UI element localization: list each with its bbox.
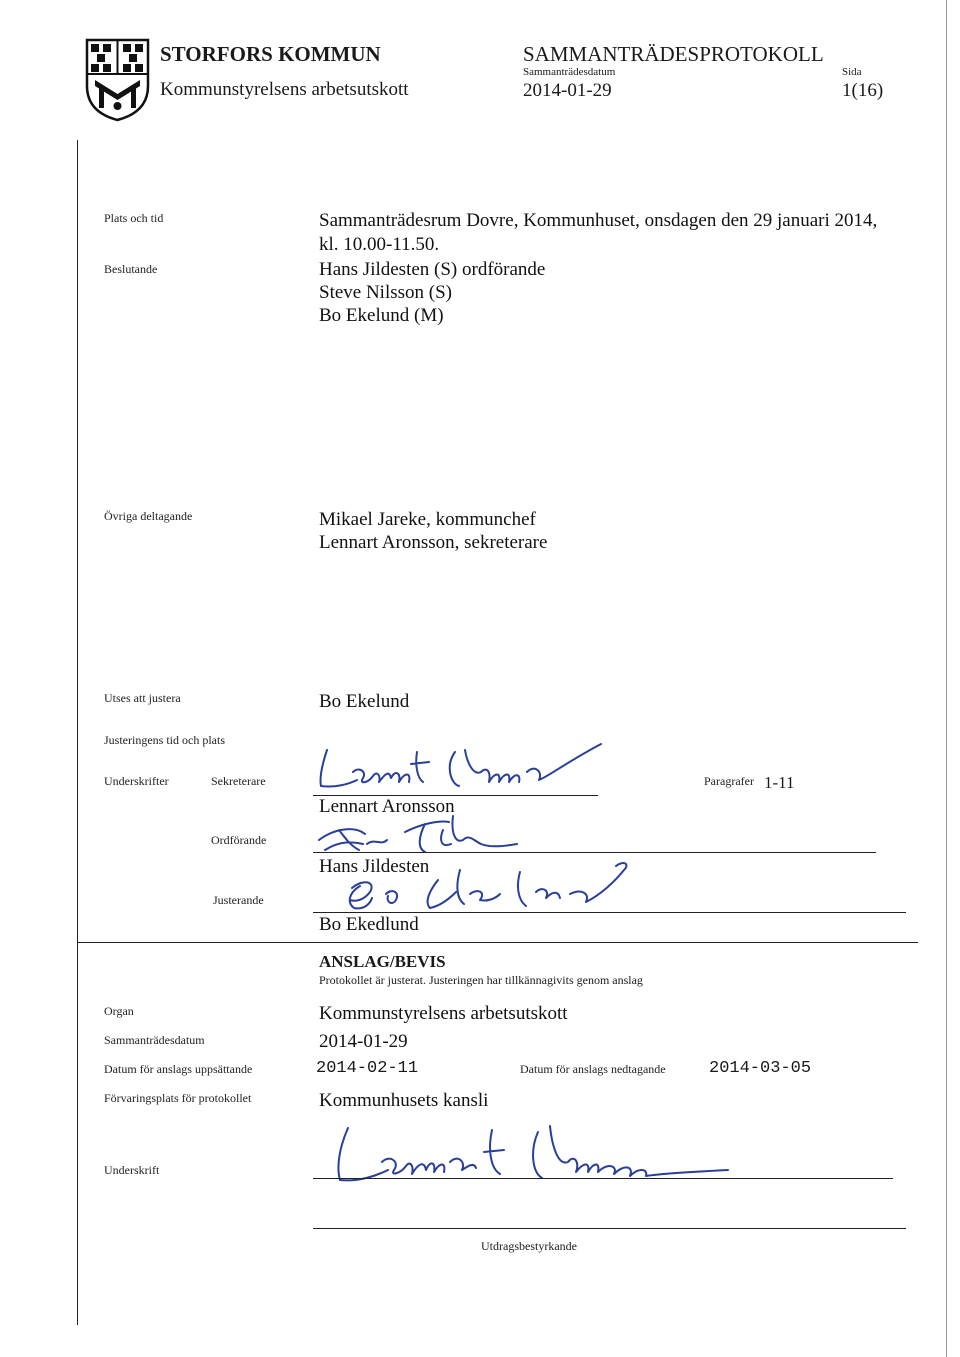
page-number: 1(16) [842, 80, 884, 101]
decision-maker: Bo Ekelund (M) [319, 305, 444, 326]
posted-date: 2014-02-11 [316, 1059, 419, 1078]
adjustment-time-place-label: Justeringens tid och plats [104, 733, 225, 747]
meeting-date-label: Sammanträdesdatum [523, 66, 616, 78]
adjuster-name: Bo Ekedlund [319, 914, 419, 935]
notice-signature-label: Underskrift [104, 1163, 160, 1177]
notice-subtitle: Protokollet är justerat. Justeringen har tillkännagivits genom anslag [319, 973, 643, 987]
section-divider [77, 942, 918, 943]
notice-meeting-date-label: Sammanträdesdatum [104, 1033, 205, 1047]
decision-makers-label: Beslutande [104, 262, 158, 276]
removed-date: 2014-03-05 [709, 1059, 812, 1078]
municipal-coat-of-arms-icon [85, 38, 150, 122]
notice-meeting-date: 2014-01-29 [319, 1031, 408, 1052]
document-type: SAMMANTRÄDESPROTOKOLL [523, 42, 824, 66]
page-label: Sida [842, 66, 862, 78]
adjuster-appointed: Bo Ekelund [319, 691, 410, 712]
storage-label: Förvaringsplats för protokollet [104, 1091, 252, 1105]
meeting-date: 2014-01-29 [523, 80, 612, 101]
place-time-line-2: kl. 10.00-11.50. [319, 234, 440, 255]
other-participant: Lennart Aronsson, sekreterare [319, 532, 548, 553]
secretary-name: Lennart Aronsson [319, 796, 455, 817]
adjuster-label: Justerande [213, 893, 264, 907]
adjuster-appointed-label: Utses att justera [104, 691, 181, 705]
other-participants-label: Övriga deltagande [104, 509, 193, 523]
notice-title: ANSLAG/BEVIS [319, 952, 446, 971]
left-margin-rule [77, 140, 78, 1325]
other-participant: Mikael Jareke, kommunchef [319, 509, 536, 530]
place-time-label: Plats och tid [104, 211, 164, 225]
chair-signature-line [313, 852, 876, 853]
secretary-signature [305, 742, 605, 796]
storage-value: Kommunhusets kansli [319, 1090, 489, 1111]
secretary-label: Sekreterare [211, 774, 266, 788]
decision-maker: Hans Jildesten (S) ordförande [319, 259, 546, 280]
org-name: STORFORS KOMMUN [160, 42, 381, 66]
certifier-line [313, 1228, 906, 1229]
removed-date-label: Datum för anslags nedtagande [520, 1062, 666, 1076]
adjuster-signature-line [313, 912, 906, 913]
organ-value: Kommunstyrelsens arbetsutskott [319, 1003, 568, 1024]
signatures-label: Underskrifter [104, 774, 169, 788]
decision-maker: Steve Nilsson (S) [319, 282, 452, 303]
paragraphs-label: Paragrafer [704, 774, 754, 788]
page-edge-rule [946, 0, 947, 1357]
adjuster-signature [320, 858, 640, 918]
place-time-line-1: Sammanträdesrum Dovre, Kommunhuset, onsdagen den 29 januari 2014, [319, 210, 878, 231]
chair-label: Ordförande [211, 833, 267, 847]
organ-label: Organ [104, 1004, 134, 1018]
secretary-signature-line [313, 795, 598, 796]
committee-name: Kommunstyrelsens arbetsutskott [160, 79, 409, 100]
notice-signature-line [313, 1178, 893, 1179]
posted-date-label: Datum för anslags uppsättande [104, 1062, 253, 1076]
certifier-label: Utdragsbestyrkande [481, 1239, 577, 1253]
chair-name: Hans Jildesten [319, 856, 430, 877]
paragraphs-value: 1-11 [764, 773, 795, 792]
